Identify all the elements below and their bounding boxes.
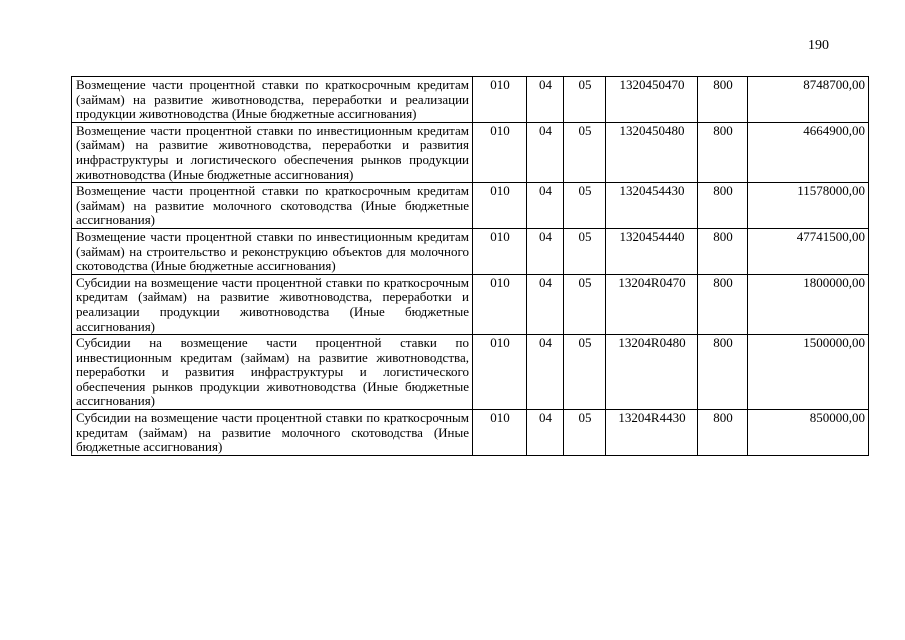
subsection-code: 05 xyxy=(564,122,606,182)
ministry-code: 010 xyxy=(473,410,527,456)
target-article-code: 13204R0470 xyxy=(606,274,698,334)
target-article-code: 1320450480 xyxy=(606,122,698,182)
target-article-code: 1320450470 xyxy=(606,77,698,123)
expense-type-code: 800 xyxy=(698,335,748,410)
expense-type-code: 800 xyxy=(698,183,748,229)
ministry-code: 010 xyxy=(473,274,527,334)
ministry-code: 010 xyxy=(473,122,527,182)
amount: 1500000,00 xyxy=(748,335,869,410)
section-code: 04 xyxy=(527,77,564,123)
ministry-code: 010 xyxy=(473,77,527,123)
row-description: Возмещение части процентной ставки по краткосрочным кредитам (займам) на развитие животноводства, переработки и реализации продукции животноводства (Иные бюджетные ассигнования) xyxy=(72,77,473,123)
amount: 1800000,00 xyxy=(748,274,869,334)
row-description: Субсидии на возмещение части процентной ставки по краткосрочным кредитам (займам) на развитие молочного скотоводства (Иные бюджетные ассигнования) xyxy=(72,410,473,456)
section-code: 04 xyxy=(527,410,564,456)
table-row xyxy=(72,335,869,410)
target-article-code: 1320454440 xyxy=(606,228,698,274)
row-description: Возмещение части процентной ставки по инвестиционным кредитам (займам) на строительство и реконструкцию объектов для молочного скотоводства (Иные бюджетные ассигнования) xyxy=(72,228,473,274)
row-description: Субсидии на возмещение части процентной ставки по инвестиционным кредитам (займам) на развитие животноводства, переработки и развития инфраструктуры и логистического обеспечения рынков продукции животноводства (Иные бюджетные ассигнования) xyxy=(72,335,473,410)
table-row xyxy=(72,77,869,123)
table-row xyxy=(72,122,869,182)
subsection-code: 05 xyxy=(564,410,606,456)
target-article-code: 13204R0480 xyxy=(606,335,698,410)
section-code: 04 xyxy=(527,274,564,334)
subsection-code: 05 xyxy=(564,335,606,410)
target-article-code: 1320454430 xyxy=(606,183,698,229)
amount: 11578000,00 xyxy=(748,183,869,229)
table-row xyxy=(72,410,869,456)
ministry-code: 010 xyxy=(473,183,527,229)
budget-table xyxy=(71,76,869,456)
expense-type-code: 800 xyxy=(698,77,748,123)
subsection-code: 05 xyxy=(564,274,606,334)
amount: 850000,00 xyxy=(748,410,869,456)
section-code: 04 xyxy=(527,335,564,410)
table-row xyxy=(72,183,869,229)
subsection-code: 05 xyxy=(564,183,606,229)
row-description: Возмещение части процентной ставки по инвестиционным кредитам (займам) на развитие животноводства, переработки и развития инфраструктуры и логистического обеспечения рынков продукции животноводства (Иные бюджетные ассигнования) xyxy=(72,122,473,182)
amount: 8748700,00 xyxy=(748,77,869,123)
ministry-code: 010 xyxy=(473,228,527,274)
subsection-code: 05 xyxy=(564,228,606,274)
ministry-code: 010 xyxy=(473,335,527,410)
amount: 47741500,00 xyxy=(748,228,869,274)
expense-type-code: 800 xyxy=(698,228,748,274)
table-row xyxy=(72,274,869,334)
section-code: 04 xyxy=(527,228,564,274)
section-code: 04 xyxy=(527,122,564,182)
expense-type-code: 800 xyxy=(698,274,748,334)
expense-type-code: 800 xyxy=(698,410,748,456)
row-description: Субсидии на возмещение части процентной ставки по краткосрочным кредитам (займам) на развитие животноводства, переработки и реализации продукции животноводства (Иные бюджетные ассигнования) xyxy=(72,274,473,334)
subsection-code: 05 xyxy=(564,77,606,123)
page-number: 190 xyxy=(808,38,829,53)
target-article-code: 13204R4430 xyxy=(606,410,698,456)
expense-type-code: 800 xyxy=(698,122,748,182)
row-description: Возмещение части процентной ставки по краткосрочным кредитам (займам) на развитие молочного скотоводства (Иные бюджетные ассигнования) xyxy=(72,183,473,229)
table-row xyxy=(72,228,869,274)
section-code: 04 xyxy=(527,183,564,229)
amount: 4664900,00 xyxy=(748,122,869,182)
